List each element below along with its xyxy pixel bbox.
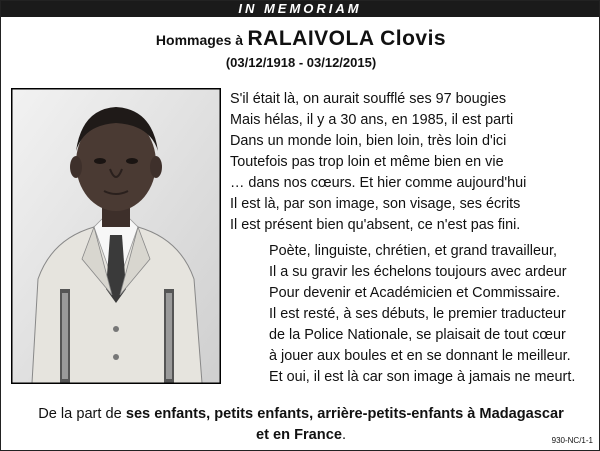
reference-code: 930-NC/1-1 xyxy=(551,436,593,445)
heading-prefix: Hommages à xyxy=(155,32,244,48)
poem-line: Et oui, il est là car son image à jamais ne meurt. xyxy=(269,369,576,385)
portrait-photo xyxy=(11,88,221,384)
poem-stanza-1 xyxy=(230,89,590,236)
life-dates: (03/12/1918 - 03/12/2015) xyxy=(225,55,377,70)
footer-family-line2: et en France xyxy=(255,427,342,443)
poem-line: de la Police Nationale, se plaisait de tout cœur xyxy=(269,327,566,343)
footer-family-line1: ses enfants, petits enfants, arrière-petits-enfants à Madagascar xyxy=(125,406,564,422)
poem-line: Poète, linguiste, chrétien, et grand travailleur, xyxy=(269,243,557,259)
banner-title: IN MEMORIAM xyxy=(1,1,599,17)
poem-line: Il est présent bien qu'absent, ce n'est pas fini. xyxy=(230,217,521,233)
poem-line: Dans un monde loin, bien loin, très loin d'ici xyxy=(230,133,507,149)
heading-name: RALAIVOLA Clovis xyxy=(247,27,447,50)
poem-line: Il est resté, à ses débuts, le premier traducteur xyxy=(269,306,566,322)
portrait-illustration xyxy=(12,89,220,383)
footer-end: . xyxy=(341,427,347,443)
poem-line: Mais hélas, il y a 30 ans, en 1985, il est parti xyxy=(230,112,514,128)
poem-line: Pour devenir et Académicien et Commissaire. xyxy=(269,285,561,301)
poem-line: Toutefois pas trop loin et même bien en vie xyxy=(230,154,504,170)
footer-dedication xyxy=(1,404,600,446)
poem-line: … dans nos cœurs. Et hier comme aujourd'hui xyxy=(230,175,527,191)
poem-line: à jouer aux boules et en se donnant le meilleur. xyxy=(269,348,571,364)
poem-line: Il a su gravir les échelons toujours avec ardeur xyxy=(269,264,567,280)
poem-line: Il est là, par son image, son visage, ses écrits xyxy=(230,196,521,212)
heading xyxy=(1,27,600,51)
poem-stanza-2 xyxy=(269,241,589,388)
poem-line: S'il était là, on aurait soufflé ses 97 bougies xyxy=(230,91,507,107)
footer-lead: De la part de xyxy=(38,406,126,422)
